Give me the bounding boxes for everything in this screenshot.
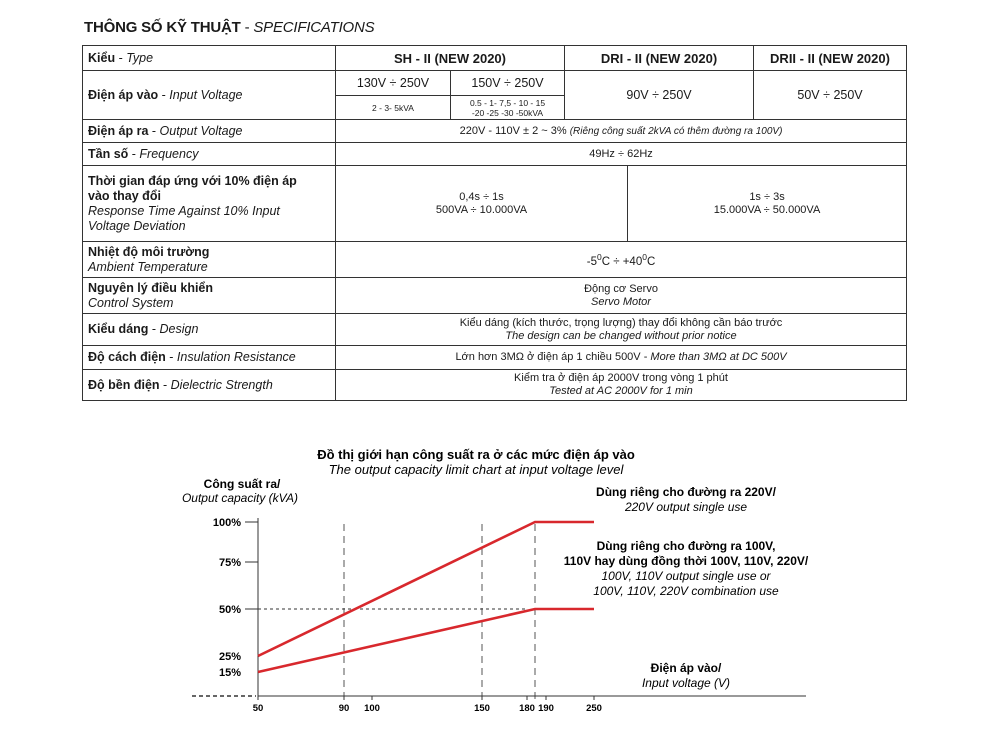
sh-input-a-sub: 2 - 3- 5kVA: [336, 96, 451, 120]
series-line-0: [258, 522, 594, 656]
heading-vi: THÔNG SỐ KỸ THUẬT: [84, 19, 241, 36]
x-tick-label-4: 180: [519, 703, 535, 714]
x-tick-label-2: 100: [364, 703, 380, 714]
label-insulation: Độ cách điện - Insulation Resistance: [83, 346, 336, 370]
label-dielectric: Độ bền điện - Dielectric Strength: [83, 370, 336, 401]
design-value: Kiểu dáng (kích thước, trọng lượng) thay đổi không cần báo trước The design can be changed without prior notice: [336, 314, 907, 346]
legend-220v-vi: Dùng riêng cho đường ra 220V/: [596, 485, 776, 499]
label-output-voltage: Điện áp ra - Output Voltage: [83, 120, 336, 143]
reference-lines: [258, 524, 535, 700]
output-voltage-value: 220V - 110V ± 2 ~ 3% (Riêng công suất 2kVA có thêm đường ra 100V): [336, 120, 907, 143]
legend-combo-vi2: 110V hay dùng đồng thời 100V, 110V, 220V/: [563, 554, 809, 568]
y-tick-label-3: 25%: [218, 651, 241, 663]
label-response: Thời gian đáp ứng với 10% điện áp vào thay đổi Response Time Against 10% Input Voltage Deviation: [83, 166, 336, 242]
label-design: Kiểu dáng - Design: [83, 314, 336, 346]
dri-input: 90V ÷ 250V: [565, 71, 754, 120]
y-tick-label-4: 15%: [218, 667, 241, 679]
x-tick-label-3: 150: [474, 703, 490, 714]
ambient-value: $-5^0C \div +40^0C$: [336, 242, 907, 278]
heading-en: SPECIFICATIONS: [253, 19, 375, 36]
legend-combo-en1: 100V, 110V output single use or: [601, 569, 771, 583]
heading-sep: -: [240, 19, 254, 36]
y-tick-label-0: 100%: [212, 517, 241, 529]
label-type: Kiểu - Type: [83, 46, 336, 71]
chart-title: Đồ thị giới hạn công suất ra ở các mức điện áp vào: [317, 447, 635, 462]
col-drii: DRII - II (NEW 2020): [754, 46, 907, 71]
col-dri: DRI - II (NEW 2020): [565, 46, 754, 71]
legend-combo-vi1: Dùng riêng cho đường ra 100V,: [596, 539, 776, 553]
label-frequency: Tần số - Frequency: [83, 143, 336, 166]
col-sh: SH - II (NEW 2020): [336, 46, 565, 71]
label-input-voltage: Điện áp vào - Input Voltage: [83, 71, 336, 120]
x-tick-label-6: 250: [586, 703, 602, 714]
label-control: Nguyên lý điều khiển Control System: [83, 278, 336, 314]
series-lines: [258, 522, 594, 672]
tick-labels: [213, 517, 602, 714]
x-tick-label-5: 190: [538, 703, 554, 714]
x-axis-label-en: Input voltage (V): [641, 676, 731, 690]
legend-combo-en2: 100V, 110V, 220V combination use: [593, 584, 779, 598]
x-axis-label-vi: Điện áp vào/: [650, 661, 722, 675]
frequency-value: 49Hz ÷ 62Hz: [336, 143, 907, 166]
y-axis-label-vi: Công suất ra/: [203, 477, 281, 491]
x-tick-label-0: 50: [252, 703, 264, 714]
response-left: 0,4s ÷ 1s 500VA ÷ 10.000VA: [336, 166, 628, 242]
legend-220v-en: 220V output single use: [624, 500, 748, 514]
chart-subtitle: The output capacity limit chart at input voltage level: [328, 462, 624, 477]
response-right: 1s ÷ 3s 15.000VA ÷ 50.000VA: [628, 166, 907, 242]
drii-input: 50V ÷ 250V: [754, 71, 907, 120]
y-axis-label-en: Output capacity (kVA): [181, 491, 299, 505]
dielectric-value: Kiểm tra ở điện áp 2000V trong vòng 1 phút Tested at AC 2000V for 1 min: [336, 370, 907, 401]
label-ambient: Nhiệt độ môi trường Ambient Temperature: [83, 242, 336, 278]
y-tick-label-1: 75%: [218, 557, 241, 569]
x-tick-label-1: 90: [338, 703, 350, 714]
y-tick-label-2: 50%: [218, 604, 241, 616]
insulation-value: Lớn hơn 3MΩ ở điện áp 1 chiều 500V - More than 3MΩ at DC 500V: [336, 346, 907, 370]
sh-input-b-sub: 0.5 - 1- 7,5 - 10 - 15 -20 -25 -30 -50kVA: [451, 96, 565, 120]
control-value: Động cơ Servo Servo Motor: [336, 278, 907, 314]
sh-input-b: 150V ÷ 250V: [451, 71, 565, 96]
series-line-1: [258, 609, 594, 672]
sh-input-a: 130V ÷ 250V: [336, 71, 451, 96]
